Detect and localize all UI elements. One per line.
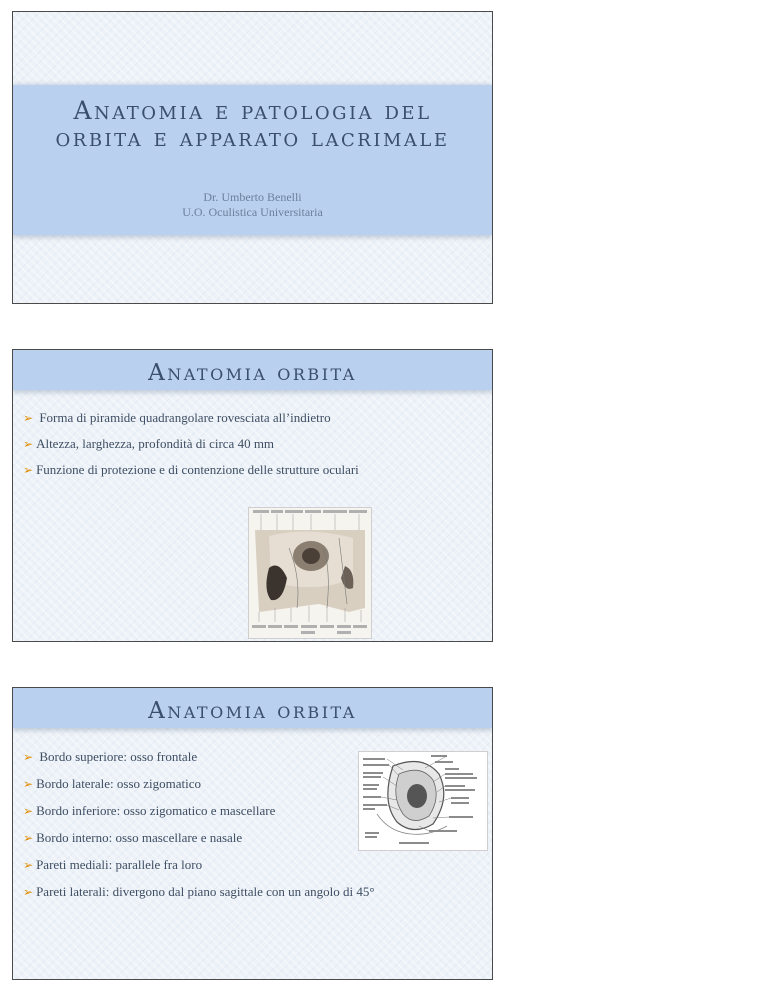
orbit-skull-drawing <box>249 508 371 638</box>
bullet-item: ➢ Pareti mediali: parallele fra loro <box>23 857 203 872</box>
author-name: Dr. Umberto Benelli <box>203 190 302 204</box>
arrow-bullet-icon: ➢ <box>23 804 34 818</box>
bullet-item: ➢ Bordo interno: osso mascellare e nasale <box>23 830 243 845</box>
bullet-item: ➢ Bordo superiore: osso frontale <box>23 749 198 764</box>
bullet-item: ➢ Funzione di protezione e di contenzione delle strutture oculari <box>23 462 359 477</box>
institution-name: U.O. Oculistica Universitaria <box>182 205 323 219</box>
bullet-item: ➢ Altezza, larghezza, profondità di circa 40 mm <box>23 436 275 451</box>
bullet-item: ➢ Forma di piramide quadrangolare rovesciata all’indietro <box>23 410 331 425</box>
slide-heading: Anatomia orbita <box>148 360 357 386</box>
orbit-bones-illustration <box>248 507 372 639</box>
slide-anatomia-2 <box>12 687 493 980</box>
arrow-bullet-icon: ➢ <box>23 777 34 791</box>
arrow-bullet-icon: ➢ <box>23 411 34 425</box>
bullet-list <box>23 409 482 487</box>
arrow-bullet-icon: ➢ <box>23 831 34 845</box>
arrow-bullet-icon: ➢ <box>23 885 34 899</box>
slide-heading: Anatomia orbita <box>148 698 357 724</box>
slide-anatomia-1 <box>12 349 493 642</box>
arrow-bullet-icon: ➢ <box>23 858 34 872</box>
bullet-item: ➢ Bordo inferiore: osso zigomatico e mascellare <box>23 803 276 818</box>
arrow-bullet-icon: ➢ <box>23 463 34 477</box>
orbit-diagram-illustration <box>358 751 488 851</box>
arrow-bullet-icon: ➢ <box>23 750 34 764</box>
bullet-item: ➢ Pareti laterali: divergono dal piano sagittale con un angolo di 45° <box>23 884 375 899</box>
bullet-item: ➢ Bordo laterale: osso zigomatico <box>23 776 202 791</box>
slide-title <box>12 11 493 304</box>
presentation-title: Anatomia e patologia del orbita e apparato lacrimale <box>55 96 450 152</box>
arrow-bullet-icon: ➢ <box>23 437 34 451</box>
orbit-labeled-drawing <box>359 752 487 850</box>
